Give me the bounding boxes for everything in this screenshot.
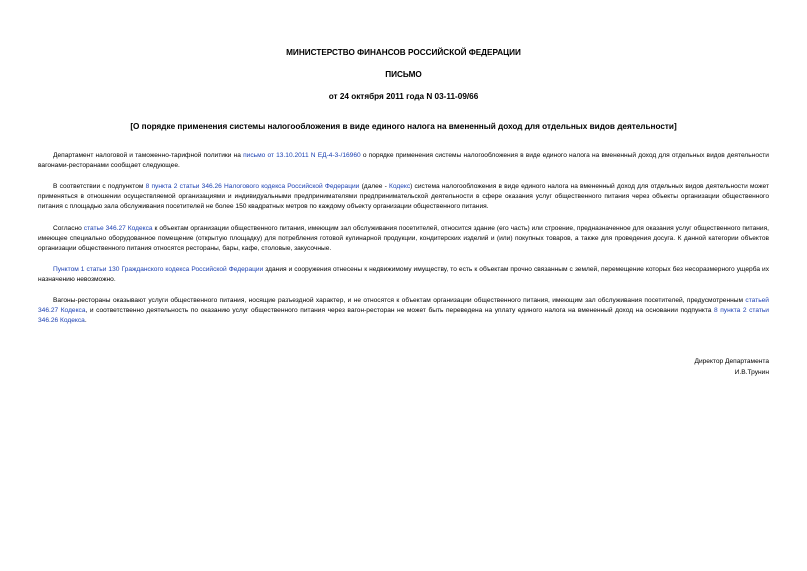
document-type-heading: ПИСЬМО: [385, 70, 422, 79]
article-346-27-link[interactable]: статьей 346.27 Кодекса: [38, 297, 769, 315]
tax-code-article-link[interactable]: 8 пункта 2 статьи 346.26 Налогового кодекса Российской Федерации: [145, 183, 360, 190]
civil-code-article-link[interactable]: Пунктом 1 статьи 130 Гражданского кодекса Российской Федерации: [53, 266, 264, 273]
paragraph-text: .: [84, 317, 87, 325]
paragraph-2: [38, 182, 769, 213]
paragraph-3: [38, 224, 769, 255]
paragraph-text: (далее -: [359, 183, 390, 190]
paragraph-text: Вагоны-рестораны оказывают услуги общественного питания, носящие разъездной характер, и не относятся к объектам организации общественного питания, имеющим зал обслуживания посетителей, предусмотренным: [53, 297, 746, 304]
paragraph-text: здания и сооружения отнесены к недвижимому имуществу, то есть к объектам прочно связанным с землей, перемещение которых без несоразмерного ущерба их назначению невозможно.: [38, 266, 769, 284]
code-link[interactable]: Кодекс: [389, 183, 411, 190]
article-346-26-link[interactable]: 8 пункта 2 статьи 346.26 Кодекса: [38, 307, 769, 325]
paragraph-text: о порядке применения системы налогообложения в виде единого налога на вмененный доход для отдельных видов деятельности вагонами-ресторанами сообщает следующее.: [38, 152, 769, 170]
article-346-27-link[interactable]: статье 346.27 Кодекса: [83, 225, 153, 232]
letter-reference-link[interactable]: письмо от 13.10.2011 N ЕД-4-3-/16960: [243, 152, 361, 159]
signatory-position: Директор Департамента: [694, 358, 769, 365]
paragraph-text: В соответствии с подпунктом: [53, 183, 146, 190]
signatory-name: И.В.Трунин: [734, 369, 769, 376]
date-number-heading: от 24 октября 2011 года N 03-11-09/66: [328, 92, 479, 101]
paragraph-text: Согласно: [53, 225, 84, 232]
paragraph-4: [38, 265, 769, 285]
paragraph-text: к объектам организации общественного питания, имеющим зал обслуживания посетителей, относится здание (его часть) или строение, предназначенное для оказания услуг общественного питания, имеющее специально оборудованное помещение (открытую площадку) для потребления готовой кулинарной продукции, кондитерских изделий и (или) покупных товаров, а также для проведения досуга. К данной категории объектов организации общественного питания относятся рестораны, бары, кафе, столовые, закусочные.: [38, 225, 769, 253]
paragraph-text: ) система налогообложения в виде единого налога на вмененный доход для отдельных видов деятельности может применяться в отношении осуществляемой организациями и индивидуальными предпринимателями предпринимательской деятельности в сфере оказания услуг общественного питания через объекты организации общественного питания с площадью зала обслуживания посетителей не более 150 квадратных метров по каждому объекту организации общественного питания.: [38, 183, 769, 211]
subject-heading: [О порядке применения системы налогообложения в виде единого налога на вмененный доход для отдельных видов деятельности]: [130, 122, 677, 131]
paragraph-text: , и соответственно деятельность по оказанию услуг общественного питания через вагон-ресторан не может быть переведена на уплату единого налога на вмененный доход на основании подпункта: [85, 307, 715, 315]
paragraph-text: Департамент налоговой и таможенно-тарифной политики на: [53, 152, 244, 159]
ministry-heading: МИНИСТЕРСТВО ФИНАНСОВ РОССИЙСКОЙ ФЕДЕРАЦИИ: [286, 48, 521, 57]
paragraph-5: [38, 296, 769, 327]
paragraph-1: [38, 151, 769, 171]
